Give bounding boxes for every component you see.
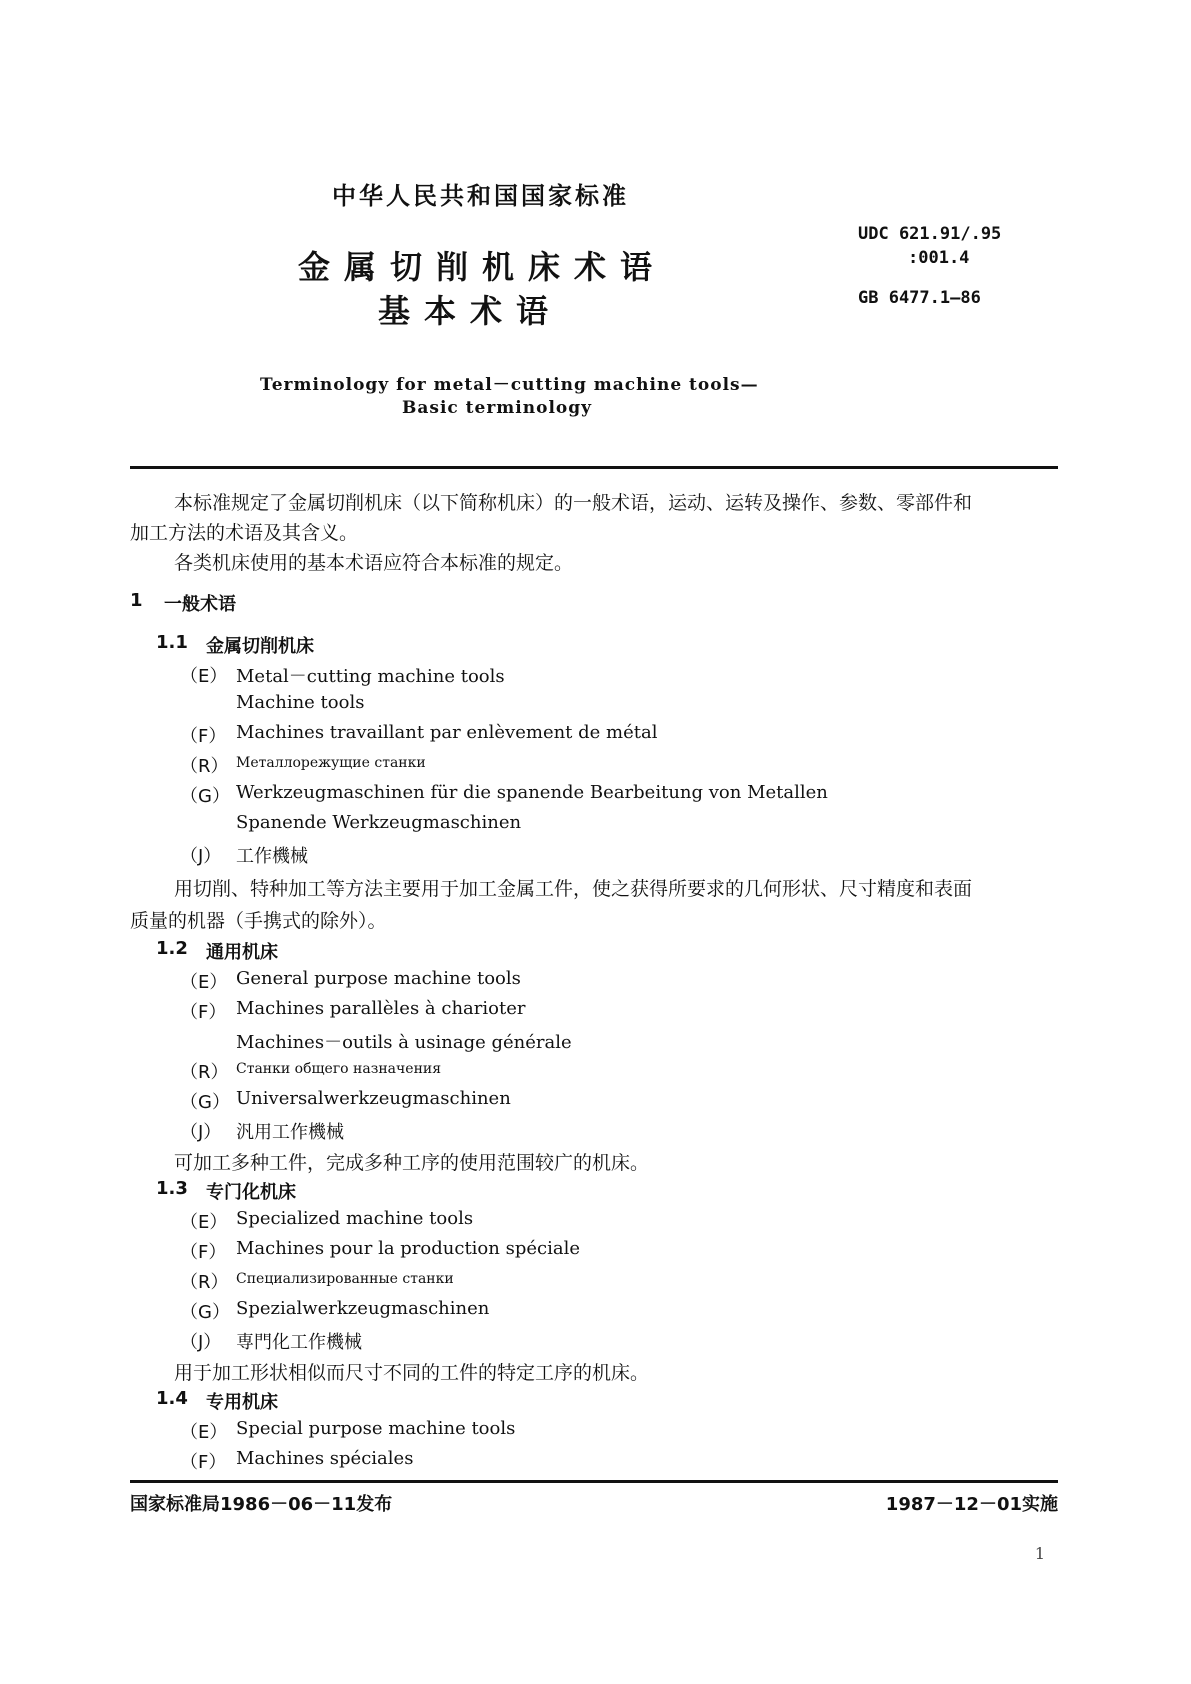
lang-label-ru: （R） [180,1062,229,1083]
issue-date: 国家标准局1986－06－11发布 [130,1494,393,1515]
term-russian: Специализированные станки [236,1271,454,1287]
term-french-alt: Machines－outils à usinage générale [236,1032,572,1053]
term-japanese: 汎用工作機械 [236,1122,344,1143]
term-french: Machines travaillant par enlèvement de métal [236,722,658,743]
term-japanese: 工作機械 [236,846,308,867]
lang-label-de: （G） [180,1092,230,1113]
term-definition-line1: 用于加工形状相似而尺寸不同的工件的特定工序的机床。 [174,1362,650,1384]
term-french: Machines pour la production spéciale [236,1238,580,1259]
term-title: 金属切削机床 [206,636,314,657]
lang-label-en: （E） [180,1212,228,1233]
term-german: Werkzeugmaschinen für die spanende Bearbeitung von Metallen [236,782,828,803]
term-english-alt: Machine tools [236,692,365,713]
lang-label-en: （E） [180,666,228,687]
issuing-country-standard-label: 中华人民共和国国家标准 [332,182,629,210]
term-title: 通用机床 [206,942,278,963]
document-title-cn-line1: 金属切削机床术语 [298,248,667,286]
section-title: 一般术语 [164,594,236,615]
term-definition-line2: 质量的机器（手携式的除外）。 [130,910,387,932]
lang-label-de: （G） [180,1302,230,1323]
lang-label-fr: （F） [180,1242,227,1263]
lang-label-ja: （J） [180,1332,222,1353]
term-german: Spezialwerkzeugmaschinen [236,1298,490,1319]
intro-paragraph-line1: 本标准规定了金属切削机床（以下简称机床）的一般术语，运动、运转及操作、参数、零部件和 [174,492,973,514]
udc-code-suffix: :001.4 [908,248,970,268]
document-title-cn-line2: 基本术语 [378,292,563,330]
lang-label-fr: （F） [180,1452,227,1473]
term-title: 专门化机床 [206,1182,296,1203]
page-number: 1 [1034,1544,1045,1563]
intro-paragraph-line2: 加工方法的术语及其含义。 [130,522,359,544]
term-number: 1.2 [156,938,188,959]
section-number: 1 [130,590,143,611]
term-english: General purpose machine tools [236,968,521,989]
document-title-en-line1: Terminology for metal－cutting machine tools— [260,375,759,395]
header-divider [130,466,1058,469]
document-title-en-line2: Basic terminology [402,398,593,418]
term-title: 专用机床 [206,1392,278,1413]
lang-label-ja: （J） [180,846,222,867]
udc-code: UDC 621.91/.95 [858,224,1002,244]
term-japanese: 専門化工作機械 [236,1332,362,1353]
lang-label-en: （E） [180,1422,228,1443]
lang-label-en: （E） [180,972,228,993]
term-russian: Металлорежущие станки [236,755,426,771]
term-number: 1.4 [156,1388,188,1409]
term-number: 1.1 [156,632,188,653]
term-number: 1.3 [156,1178,188,1199]
lang-label-fr: （F） [180,726,227,747]
term-french: Machines spéciales [236,1448,414,1469]
effective-date: 1987－12－01实施 [885,1494,1058,1515]
term-english: Special purpose machine tools [236,1418,516,1439]
term-russian: Станки общего назначения [236,1061,442,1077]
lang-label-ru: （R） [180,1272,229,1293]
lang-label-de: （G） [180,786,230,807]
lang-label-ja: （J） [180,1122,222,1143]
term-english: Specialized machine tools [236,1208,474,1229]
term-german-alt: Spanende Werkzeugmaschinen [236,812,522,833]
lang-label-ru: （R） [180,756,229,777]
term-definition-line1: 用切削、特种加工等方法主要用于加工金属工件，使之获得所要求的几何形状、尺寸精度和表面 [174,878,973,900]
footer-divider [130,1480,1058,1483]
term-french: Machines parallèles à charioter [236,998,526,1019]
gb-code: GB 6477.1—86 [858,288,981,308]
term-english: Metal－cutting machine tools [236,666,505,687]
intro-paragraph-2: 各类机床使用的基本术语应符合本标准的规定。 [174,552,574,574]
lang-label-fr: （F） [180,1002,227,1023]
term-definition-line1: 可加工多种工件，完成多种工序的使用范围较广的机床。 [174,1152,650,1174]
term-german: Universalwerkzeugmaschinen [236,1088,511,1109]
